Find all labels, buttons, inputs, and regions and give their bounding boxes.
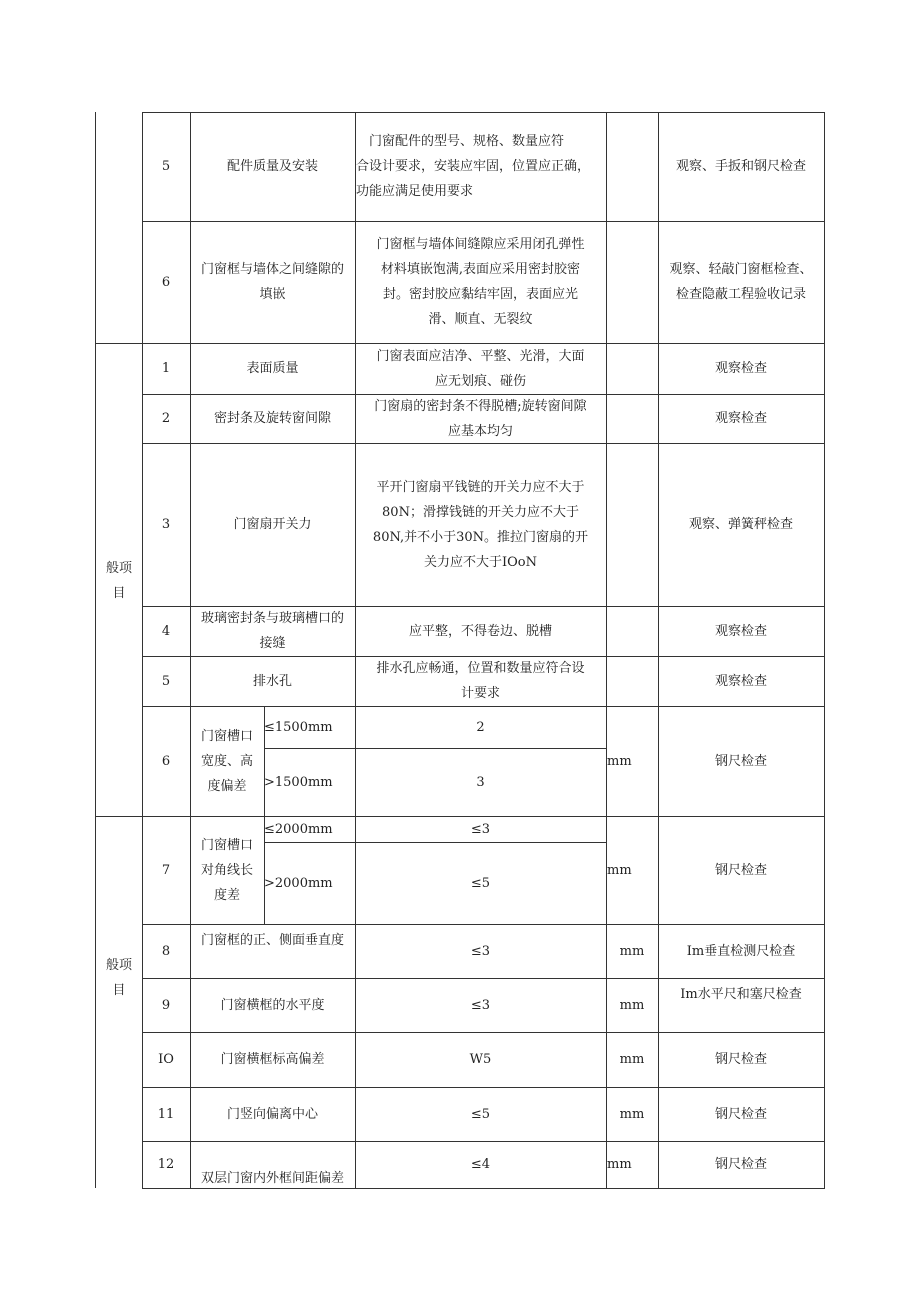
requirement-text: ≤4 [470, 1157, 491, 1172]
requirement-text: 门窗表面应洁净、平整、光滑，大面 应无划痕、碰伤 [376, 348, 585, 389]
row-number: 5 [161, 673, 171, 689]
unit [606, 606, 658, 656]
size-range: ≤1500mm [264, 719, 333, 735]
row-number: IO [158, 1052, 174, 1067]
requirement-text: 门窗配件的型号、规格、数量应符 合设计要求，安装应牢固，位置应正确， 功能应满足使用要求 [356, 134, 591, 199]
inspection-method: 观察检查 [714, 411, 767, 426]
inspection-method: 钢尺检查 [714, 1157, 767, 1172]
item-name: 门窗槽口 对角线长 度差 [200, 837, 253, 903]
inspection-method: 钢尺检查 [714, 753, 767, 769]
item-name: 门窗横框标高偏差 [220, 1052, 325, 1067]
inspection-method: 观察检查 [714, 361, 767, 376]
inspection-method: 钢尺检查 [714, 1052, 767, 1067]
row-number: 6 [161, 274, 171, 290]
unit: mm [607, 753, 632, 769]
inspection-method: 观察检查 [714, 673, 767, 689]
unit [606, 394, 658, 443]
row-number: 11 [157, 1106, 175, 1122]
unit: mm [619, 1106, 645, 1122]
row-number: 8 [161, 943, 171, 959]
tolerance-value: ≤5 [470, 875, 491, 891]
tolerance-value: 3 [476, 774, 485, 790]
size-range: ≤2000mm [264, 821, 333, 837]
unit [606, 443, 658, 606]
unit [606, 656, 658, 706]
unit: mm [619, 1052, 645, 1067]
inspection-method: Im垂直检测尺检查 [686, 943, 796, 959]
requirement-text: ≤3 [470, 943, 491, 959]
unit [606, 221, 658, 343]
size-range: >2000mm [264, 875, 333, 891]
item-name: 排水孔 [252, 673, 292, 689]
item-name: 配件质量及安装 [226, 159, 318, 174]
inspection-method: 观察、手扳和钢尺检查 [675, 159, 806, 174]
requirement-text: 应平整，不得卷边、脱槽 [408, 623, 552, 639]
unit [606, 343, 658, 394]
item-name: 表面质量 [246, 361, 299, 376]
row-number: 7 [161, 862, 171, 878]
item-name: 玻璃密封条与玻璃槽口的 接缝 [200, 611, 344, 651]
row-number: 12 [157, 1157, 175, 1172]
row-number: 6 [161, 753, 171, 769]
row-number: 5 [161, 159, 171, 174]
requirement-text: ≤5 [470, 1106, 491, 1122]
unit: mm [619, 943, 645, 959]
tolerance-value: ≤3 [470, 821, 491, 837]
item-name: 门窗框与墙体之间缝隙的 填嵌 [200, 262, 344, 302]
item-name: 门竖向偏离中心 [226, 1106, 318, 1122]
requirement-text: ≤3 [470, 997, 491, 1013]
row-number: 2 [161, 411, 171, 426]
size-range: >1500mm [264, 774, 333, 790]
row-number: 3 [161, 517, 171, 532]
unit: mm [619, 997, 645, 1013]
item-name: 门窗槽口 宽度、高 度偏差 [200, 728, 253, 794]
inspection-method: 钢尺检查 [714, 862, 767, 878]
requirement-text: W5 [469, 1052, 492, 1067]
inspection-method: 观察检查 [714, 623, 767, 639]
unit [606, 112, 658, 221]
requirement-text: 门窗框与墙体间缝隙应采用闭孔弹性 材料填嵌饱满,表面应采用密封胶密 封。密封胶应黏结牢固，表面应光 滑、顺直、无裂纹 [376, 237, 585, 327]
inspection-method: 观察、弹簧秤检查 [688, 517, 793, 532]
group-label-general: 般项 目 [105, 561, 132, 601]
unit: mm [607, 1157, 632, 1172]
item-name: 密封条及旋转窗间隙 [213, 411, 331, 426]
group-label-general: 般项 目 [105, 958, 132, 998]
row-number: 9 [161, 997, 171, 1013]
row-number: 4 [161, 623, 171, 639]
tolerance-value: 2 [476, 719, 485, 735]
item-name: 门窗框的正、侧面垂直度 [200, 932, 344, 948]
requirement-text: 门窗扇的密封条不得脱槽;旋转窗间隙 应基本均匀 [374, 398, 587, 439]
inspection-method: 观察、轻敲门窗框检查、 检查隐蔽工程验收记录 [669, 262, 813, 302]
inspection-method: Im水平尺和塞尺检查 [680, 986, 802, 1002]
requirement-text: 平开门窗扇平钱链的开关力应不大于 80N；滑撑钱链的开关力应不大于 80N,并不小于30N。推拉门窗扇的开 关力应不大于IOoN [372, 479, 589, 570]
requirement-text: 排水孔应畅通，位置和数量应符合设 计要求 [376, 661, 585, 701]
item-name: 门窗横框的水平度 [220, 997, 325, 1013]
row-number: 1 [161, 361, 171, 376]
item-name: 门窗扇开关力 [233, 517, 312, 532]
item-name: 双层门窗内外框间距偏差 [200, 1170, 344, 1186]
unit: mm [607, 862, 632, 878]
inspection-method: 钢尺检查 [714, 1106, 767, 1122]
